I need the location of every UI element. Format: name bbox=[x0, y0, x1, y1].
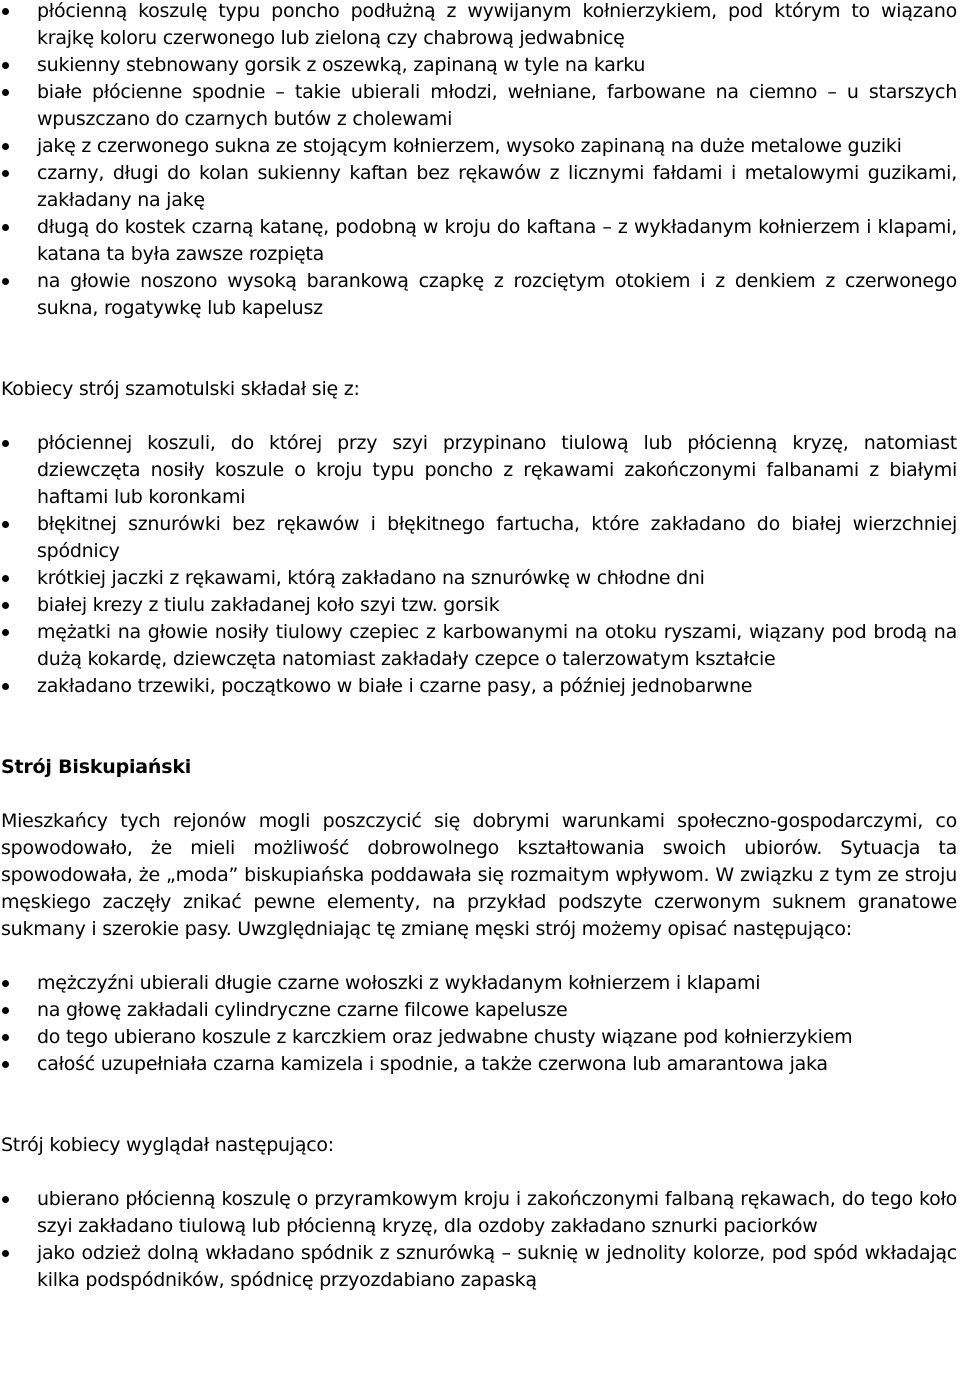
spacer bbox=[1, 700, 957, 754]
list-item: mężczyźni ubierali długie czarne wołoszki z wykładanym kołnierzem i klapami bbox=[1, 970, 957, 997]
list-item: na głowę zakładali cylindryczne czarne filcowe kapelusze bbox=[1, 997, 957, 1024]
list-item: krótkiej jaczki z rękawami, którą zakładano na sznurówkę w chłodne dni bbox=[1, 565, 957, 592]
list-item: sukienny stebnowany gorsik z oszewką, zapinaną w tyle na karku bbox=[1, 52, 957, 79]
spacer bbox=[1, 943, 957, 970]
biskupianski-women-list bbox=[1, 1186, 957, 1294]
list-item: całość uzupełniała czarna kamizela i spodnie, a także czerwona lub amarantowa jaka bbox=[1, 1051, 957, 1078]
spacer bbox=[1, 1078, 957, 1132]
list-item: jakę z czerwonego sukna ze stojącym kołnierzem, wysoko zapinaną na duże metalowe guziki bbox=[1, 133, 957, 160]
section-paragraph: Mieszkańcy tych rejonów mogli poszczycić się dobrymi warunkami społeczno-gospodarczymi, co spowodowało, że mieli możliwość dobrowolnego kształtowania swoich ubiorów. Sytuacja ta spowodowała, że „moda” biskupiańska poddawała się rozmaitym wpływom. W związku z tym ze stroju męskiego zaczęły znikać pewne elementy, na przykład podszyte czerwonym suknem granatowe sukmany i szerokie pasy. Uwzględniając tę zmianę męski strój możemy opisać następująco: bbox=[1, 810, 957, 940]
list-item: czarny, długi do kolan sukienny kaftan bez rękawów z licznymi fałdami i metalowymi guzikami, zakładany na jakę bbox=[1, 160, 957, 214]
women-costume-intro: Strój kobiecy wyglądał następująco: bbox=[1, 1134, 334, 1156]
men-clothing-list bbox=[1, 0, 957, 322]
biskupianski-men-list bbox=[1, 970, 957, 1078]
list-item: płóciennej koszuli, do której przy szyi przypinano tiulową lub płócienną kryzę, natomiast dziewczęta nosiły koszule o kroju typu poncho z rękawami zakończonymi falbanami z białymi haftami lub koronkami bbox=[1, 430, 957, 511]
list-item: do tego ubierano koszule z karczkiem oraz jedwabne chusty wiązane pod kołnierzykiem bbox=[1, 1024, 957, 1051]
list-item: białe płócienne spodnie – takie ubierali młodzi, wełniane, farbowane na ciemno – u starszych wpuszczano do czarnych butów z cholewami bbox=[1, 79, 957, 133]
spacer bbox=[1, 403, 957, 430]
list-item: mężatki na głowie nosiły tiulowy czepiec z karbowanymi na otoku ryszami, wiązany pod brodą na dużą kokardę, dziewczęta natomiast zakładały czepce o talerzowatym kształcie bbox=[1, 619, 957, 673]
list-item: ubierano płócienną koszulę o przyramkowym kroju i zakończonymi falbaną rękawach, do tego koło szyi zakładano tiulową lub płócienną kryzę, dla ozdoby zakładano sznurki paciorków bbox=[1, 1186, 957, 1240]
women-clothing-list bbox=[1, 430, 957, 700]
list-item: błękitnej sznurówki bez rękawów i błękitnego fartucha, które zakładano do białej wierzchniej spódnicy bbox=[1, 511, 957, 565]
list-item: białej krezy z tiulu zakładanej koło szyi tzw. gorsik bbox=[1, 592, 957, 619]
spacer bbox=[1, 322, 957, 376]
list-item: na głowie noszono wysoką barankową czapkę z rozciętym otokiem i z denkiem z czerwonego sukna, rogatywkę lub kapelusz bbox=[1, 268, 957, 322]
list-item: płócienną koszulę typu poncho podłużną z wywijanym kołnierzykiem, pod którym to wiązano krajkę koloru czerwonego lub zieloną czy chabrową jedwabnicę bbox=[1, 0, 957, 52]
section-heading: Strój Biskupiański bbox=[1, 756, 192, 778]
list-item: długą do kostek czarną katanę, podobną w kroju do kaftana – z wykładanym kołnierzem i klapami, katana ta była zawsze rozpięta bbox=[1, 214, 957, 268]
women-clothing-intro: Kobiecy strój szamotulski składał się z: bbox=[1, 378, 360, 400]
list-item: zakładano trzewiki, początkowo w białe i czarne pasy, a później jednobarwne bbox=[1, 673, 957, 700]
spacer bbox=[1, 781, 957, 808]
list-item: jako odzież dolną wkładano spódnik z sznurówką – suknię w jednolity kolorze, pod spód wkładając kilka podspódników, spódnicę przyozdabiano zapaską bbox=[1, 1240, 957, 1294]
spacer bbox=[1, 1159, 957, 1186]
